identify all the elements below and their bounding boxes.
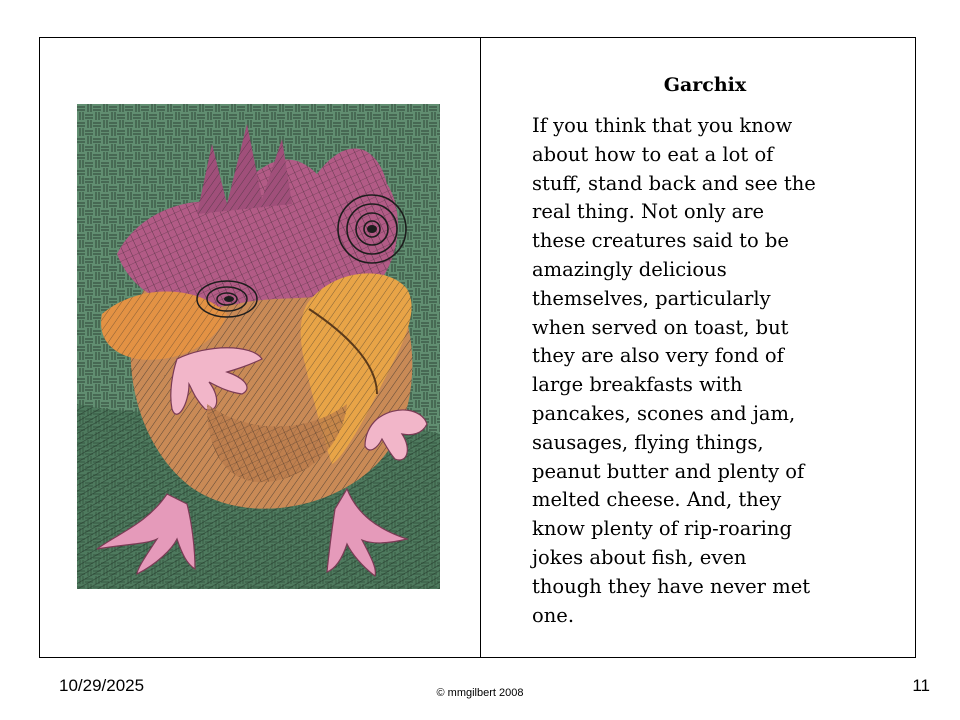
story-line: they are also very fond of [532,344,784,368]
story-line: know plenty of rip-roaring [532,517,792,541]
page-number: 11 [912,676,930,695]
garchix-illustration [77,104,440,589]
story-line: amazingly delicious [532,257,727,281]
story-line: peanut butter and plenty of [532,459,805,483]
footer-copyright: © mmgilbert 2008 [436,687,524,699]
page-title: Garchix [663,74,747,96]
center-divider [480,37,481,658]
story-line: one. [532,603,575,627]
story-line: real thing. Not only are [532,200,765,224]
story-line: when served on toast, but [532,315,789,339]
story-line: large breakfasts with [532,373,743,397]
story-line: jokes about fish, even [532,545,747,569]
story-line: melted cheese. And, they [532,488,782,512]
story-line: stuff, stand back and see the [532,171,816,195]
story-line: themselves, particularly [532,286,771,310]
footer-date: 10/29/2025 [59,676,145,695]
story-text [532,112,892,630]
story-line: If you think that you know [532,114,793,137]
story-line: sausages, flying things, [532,430,764,454]
story-line: these creatures said to be [532,229,789,253]
story-line: pancakes, scones and jam, [532,401,796,425]
story-line: though they have never met [532,574,811,598]
story-line: about how to eat a lot of [532,142,774,166]
